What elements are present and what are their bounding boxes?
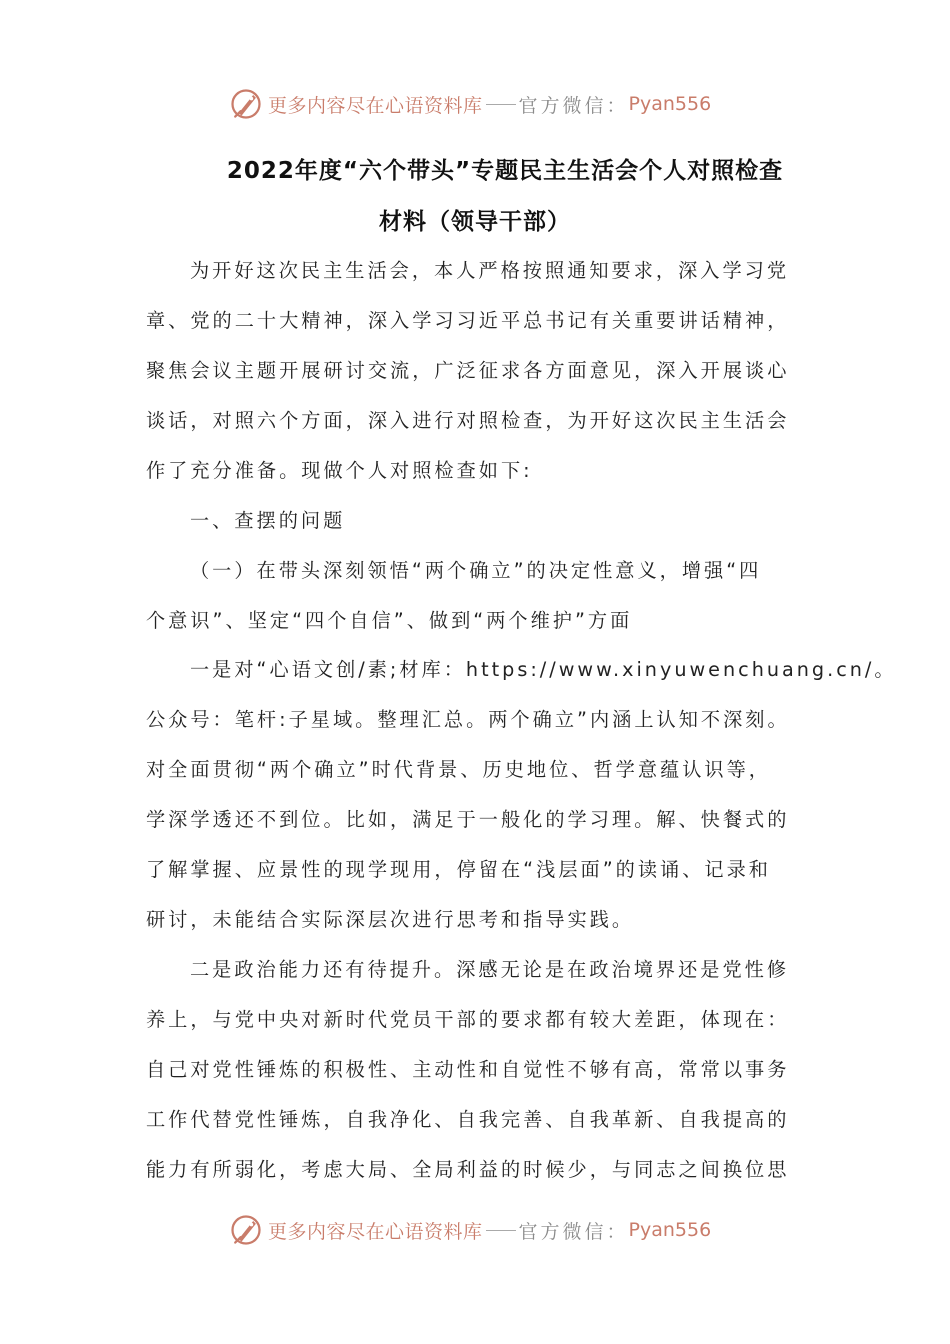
subsection-heading: （一）在带头深刻领悟“两个确立”的决定性意义，增强“四 xyxy=(190,559,762,582)
banner-text: 更多内容尽在心语资料库 xyxy=(268,94,483,117)
subsection-heading-cont: 个意识”、坚定“四个自信”、做到“两个维护”方面 xyxy=(146,609,633,632)
body-line: 学深学透还不到位。比如，满足于一般化的学习理。解、快餐式的 xyxy=(146,808,790,831)
body-line: 一是对“心语文创/素;材库：https://www.xinyuwenchuang.cn/。 xyxy=(190,658,897,681)
body-line: 研讨，未能结合实际深层次进行思考和指导实践。 xyxy=(146,908,635,931)
body-line: 公众号：笔杆:子星域。整理汇总。两个确立”内涵上认知不深刻。 xyxy=(146,708,790,731)
pen-nib-icon xyxy=(228,86,264,122)
document-title-line2: 材料（领导干部） xyxy=(379,209,571,235)
header-banner xyxy=(228,84,728,124)
body-line: 工作代替党性锤炼，自我净化、自我完善、自我革新、自我提高的 xyxy=(146,1108,790,1131)
document-title-line1: 2022年度“六个带头”专题民主生活会个人对照检查 xyxy=(226,158,784,184)
banner-separator xyxy=(486,1230,516,1231)
body-line: 对全面贯彻“两个确立”时代背景、历史地位、哲学意蕴认识等， xyxy=(146,758,771,781)
body-line: 为开好这次民主生活会，本人严格按照通知要求，深入学习党 xyxy=(190,259,790,282)
body-line: 自己对党性锤炼的积极性、主动性和自觉性不够有高，常常以事务 xyxy=(146,1058,790,1081)
body-line: 作了充分准备。现做个人对照检查如下: xyxy=(146,459,533,482)
body-line: 能力有所弱化，考虑大局、全局利益的时候少，与同志之间换位思 xyxy=(146,1158,790,1181)
banner-wechat-label: 官方微信： xyxy=(518,1220,629,1243)
body-line: 谈话，对照六个方面，深入进行对照检查，为开好这次民主生活会 xyxy=(146,409,790,432)
section-heading: 一、查摆的问题 xyxy=(190,509,346,532)
body-line: 二是政治能力还有待提升。深感无论是在政治境界还是党性修 xyxy=(190,958,790,981)
banner-text: 更多内容尽在心语资料库 xyxy=(268,1220,483,1243)
footer-banner xyxy=(228,1210,728,1250)
body-line: 养上，与党中央对新时代党员干部的要求都有较大差距，体现在： xyxy=(146,1008,790,1031)
banner-wechat-label: 官方微信： xyxy=(518,94,629,117)
body-line: 章、党的二十大精神，深入学习习近平总书记有关重要讲话精神， xyxy=(146,309,790,332)
pen-nib-icon xyxy=(228,1212,264,1248)
banner-separator xyxy=(486,104,516,105)
banner-wechat-id: Pyan556 xyxy=(628,93,712,115)
body-line: 了解掌握、应景性的现学现用，停留在“浅层面”的读诵、记录和 xyxy=(146,858,771,881)
body-line: 聚焦会议主题开展研讨交流，广泛征求各方面意见，深入开展谈心 xyxy=(146,359,790,382)
banner-wechat-id: Pyan556 xyxy=(628,1219,712,1241)
